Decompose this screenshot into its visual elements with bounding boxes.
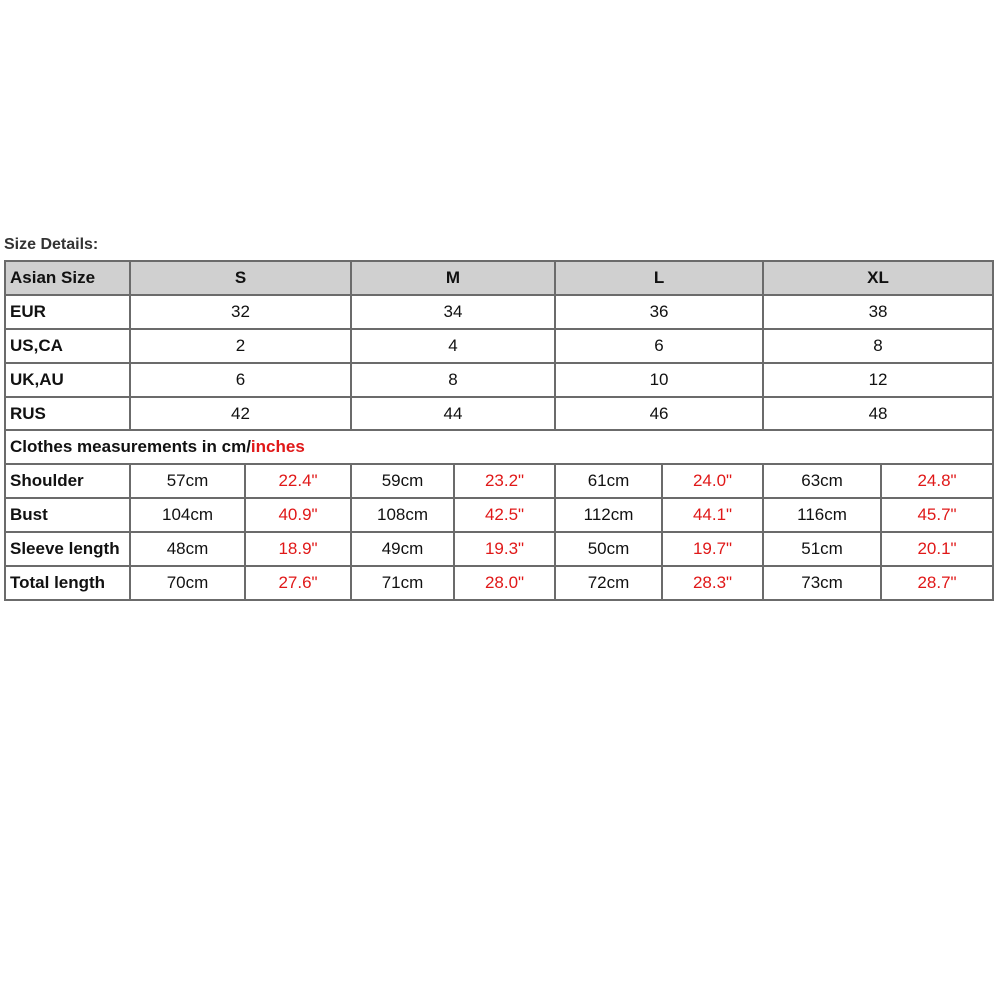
header-row [5,261,993,295]
row-label: EUR [5,295,130,329]
inch-cell: 24.0" [662,464,763,498]
measurements-title-inches: inches [250,437,305,457]
conversion-row-eur [5,295,993,329]
inch-cell: 45.7" [881,498,993,532]
size-header-l: L [555,261,763,295]
size-header-xl: XL [763,261,993,295]
cm-cell: 49cm [351,532,454,566]
measurements-title [5,430,993,464]
row-label: Shoulder [5,464,130,498]
inch-cell: 19.3" [454,532,555,566]
inch-cell: 40.9" [245,498,351,532]
inch-cell: 22.4" [245,464,351,498]
inch-cell: 27.6" [245,566,351,600]
inch-cell: 42.5" [454,498,555,532]
table-cell: 32 [130,295,351,329]
table-cell: 36 [555,295,763,329]
table-cell: 6 [130,363,351,397]
measurements-title-prefix: Clothes measurements in cm/ [10,437,251,457]
inch-cell: 23.2" [454,464,555,498]
inch-cell: 28.0" [454,566,555,600]
inch-cell: 24.8" [881,464,993,498]
row-label: Bust [5,498,130,532]
cm-cell: 104cm [130,498,245,532]
table-cell: 46 [555,397,763,431]
table-cell: 48 [763,397,993,431]
asian-size-label: Asian Size [5,261,130,295]
size-details-caption: Size Details: [4,236,99,253]
inch-cell: 18.9" [245,532,351,566]
cm-cell: 50cm [555,532,662,566]
table-cell: 2 [130,329,351,363]
size-header-s: S [130,261,351,295]
inch-cell: 20.1" [881,532,993,566]
measurement-row-sleeve-length [5,532,993,566]
table-cell: 8 [351,363,555,397]
row-label: UK,AU [5,363,130,397]
cm-cell: 72cm [555,566,662,600]
cm-cell: 63cm [763,464,881,498]
cm-cell: 112cm [555,498,662,532]
row-label: RUS [5,397,130,431]
measurement-row-shoulder [5,464,993,498]
table-cell: 8 [763,329,993,363]
cm-cell: 51cm [763,532,881,566]
inch-cell: 44.1" [662,498,763,532]
table-cell: 34 [351,295,555,329]
row-label: Total length [5,566,130,600]
row-label: US,CA [5,329,130,363]
table-cell: 4 [351,329,555,363]
table-cell: 6 [555,329,763,363]
inch-cell: 19.7" [662,532,763,566]
table-cell: 44 [351,397,555,431]
cm-cell: 61cm [555,464,662,498]
inch-cell: 28.3" [662,566,763,600]
conversion-row-us-ca [5,329,993,363]
cm-cell: 70cm [130,566,245,600]
cm-cell: 71cm [351,566,454,600]
size-chart-table [4,260,994,601]
conversion-row-rus [5,397,993,431]
cm-cell: 57cm [130,464,245,498]
cm-cell: 59cm [351,464,454,498]
size-header-m: M [351,261,555,295]
measurement-row-bust [5,498,993,532]
measurement-row-total-length [5,566,993,600]
cm-cell: 116cm [763,498,881,532]
measurements-title-row [5,430,993,464]
table-cell: 38 [763,295,993,329]
row-label: Sleeve length [5,532,130,566]
cm-cell: 108cm [351,498,454,532]
conversion-row-uk-au [5,363,993,397]
table-cell: 12 [763,363,993,397]
cm-cell: 48cm [130,532,245,566]
table-cell: 42 [130,397,351,431]
cm-cell: 73cm [763,566,881,600]
table-cell: 10 [555,363,763,397]
inch-cell: 28.7" [881,566,993,600]
